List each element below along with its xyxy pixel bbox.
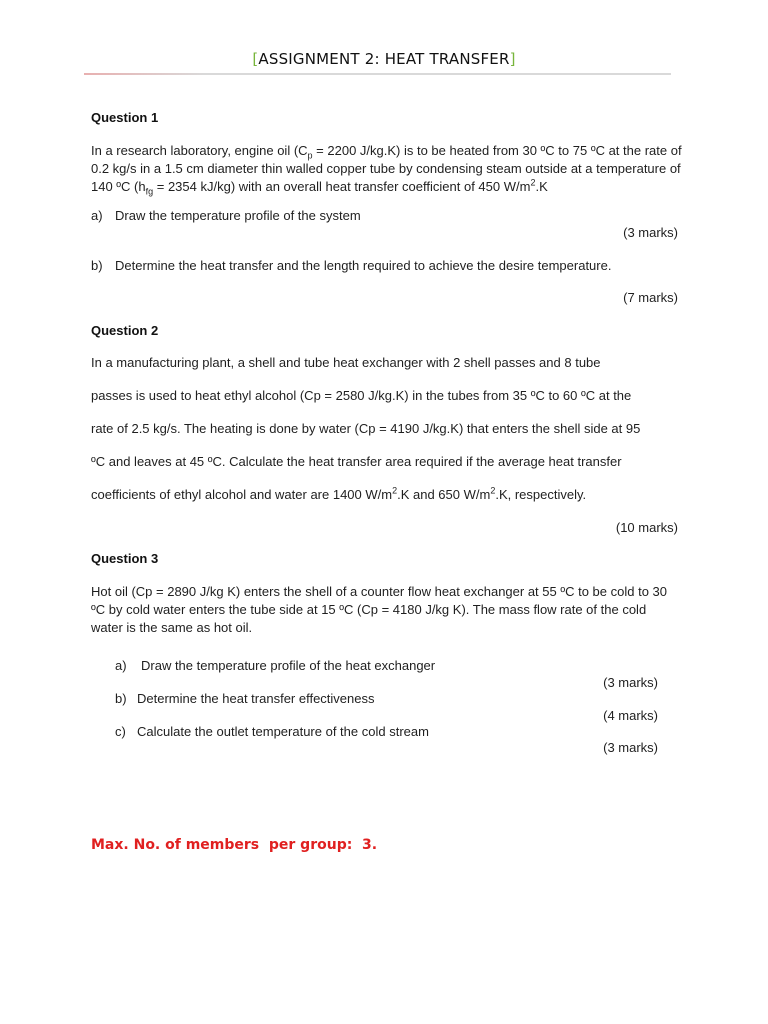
question-3-part-c-marks: (3 marks) (603, 740, 658, 755)
question-2-marks: (10 marks) (615, 520, 678, 535)
question-3-part-a: a) Draw the temperature profile of the heat exchanger (115, 658, 436, 673)
question-2-line-2: passes is used to heat ethyl alcohol (Cp = 2580 J/kg.K) in the tubes from 35 ºC to 60 ºC at the (91, 388, 632, 403)
question-3-title: Question 3 (91, 551, 159, 566)
question-1-text: In a research laboratory, engine oil ($C_p = 2200$ J/kg.K) is to be heated from 30 ºC to 75 ºC at the rate of 0.2 kg/s in a 1.5 cm diameter thin walled copper tube by condensing steam outside at a temperature of 140 ºC ($h_{fg} = 2354$ kJ/kg) with an overall heat transfer coefficient of 450 $W/m^2.K$ (91, 143, 682, 197)
question-3-part-c: c) Calculate the outlet temperature of the cold stream (115, 724, 429, 739)
question-1-part-b: b) Determine the heat transfer and the length required to achieve the desire temperature. (91, 258, 612, 273)
question-1-part-a-marks: (3 marks) (623, 225, 678, 240)
question-3-part-b: b) Determine the heat transfer effectiveness (115, 691, 375, 706)
question-2-line-5: coefficients of ethyl alcohol and water are 1400 $W/m^2.K$ and 650 $W/m^2.K$, respectively. (91, 485, 587, 502)
open-bracket: [ (252, 50, 259, 68)
question-1-part-a: a) Draw the temperature profile of the system (91, 208, 361, 223)
question-2-line-4: ºC and leaves at 45 ºC. Calculate the heat transfer area required if the average heat transfer (91, 454, 622, 469)
header-rule (84, 73, 671, 75)
question-2-line-3: rate of 2.5 kg/s. The heating is done by water (Cp = 4190 J/kg.K) that enters the shell side at 95 (91, 421, 641, 436)
question-2-line-1: In a manufacturing plant, a shell and tube heat exchanger with 2 shell passes and 8 tube (91, 355, 601, 370)
question-1-title: Question 1 (91, 110, 159, 125)
question-3-part-b-marks: (4 marks) (603, 708, 658, 723)
title-text: ASSIGNMENT 2: HEAT TRANSFER (258, 50, 510, 68)
question-3-part-a-marks: (3 marks) (603, 675, 658, 690)
group-size-note: Max. No. of members per group: 3. (91, 837, 378, 853)
document-title (0, 50, 768, 68)
question-1-part-b-marks: (7 marks) (623, 290, 678, 305)
close-bracket: ] (509, 50, 516, 68)
question-3-text: Hot oil (Cp = 2890 J/kg K) enters the shell of a counter flow heat exchanger at 55 ºC to be cold to 30 ºC by cold water enters the tube side at 15 ºC (Cp = 4180 J/kg K). The mass flow rate of the cold water is the same as hot oil. (91, 584, 667, 635)
question-2-title: Question 2 (91, 323, 159, 338)
